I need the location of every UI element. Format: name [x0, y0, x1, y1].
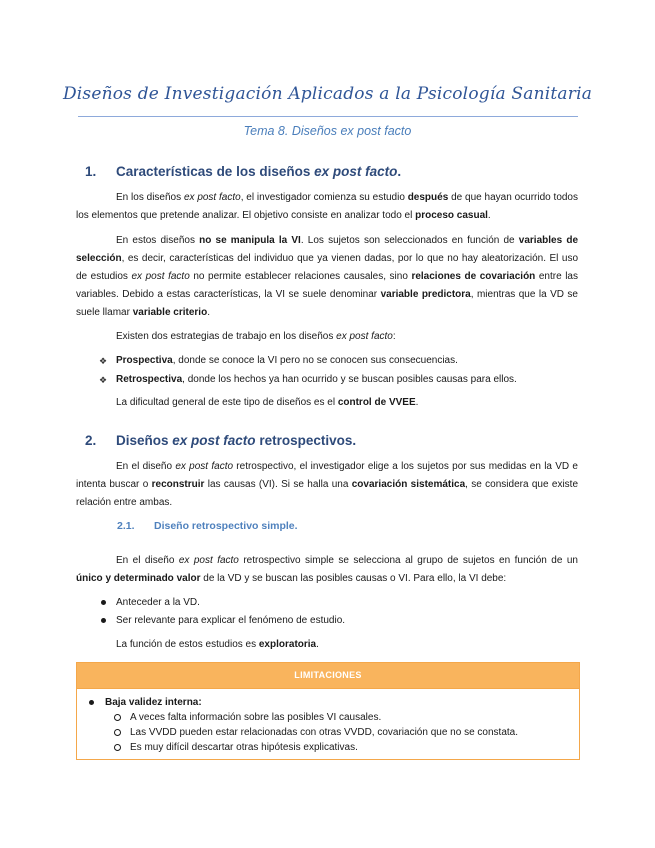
bold-text: proceso casual: [415, 210, 488, 221]
bold-text: variable predictora: [380, 289, 471, 300]
bold-text: Retrospectiva: [116, 374, 183, 385]
text-run: , donde se conoce la VI pero no se conocen sus consecuencias.: [172, 355, 458, 366]
text-run: Existen dos estrategias de trabajo en los diseños: [116, 331, 337, 342]
italic-text: ex post facto: [131, 271, 190, 282]
section-1-heading: [85, 164, 401, 179]
title-divider: [78, 116, 578, 117]
table-divider: [77, 688, 579, 689]
text-run: , donde los hechos ya han ocurrido y se buscan posibles causas para ellos.: [182, 374, 517, 385]
limitation-subitem-text: A veces falta información sobre las posibles VI causales.: [130, 712, 382, 723]
section-title-part: retrospectivos.: [255, 433, 357, 448]
paragraph: [76, 636, 578, 654]
text-run: La dificultad general de este tipo de diseños es el: [116, 397, 338, 408]
text-run: no permite establecer relaciones causales, sino: [189, 271, 412, 282]
italic-text: ex post facto: [175, 461, 234, 472]
text-run: de que hayan ocurrido todos los elementos que pretende analizar. El objetivo consiste en analizar todo el: [76, 192, 578, 221]
text-run: , se considera que existe relación entre ambas.: [76, 479, 579, 508]
bold-text: variables de selección: [76, 235, 579, 264]
bullet-dot-icon: [97, 594, 109, 612]
paragraph: [76, 328, 578, 346]
diamond-bullet-icon: ❖: [98, 375, 108, 385]
paragraph: [76, 552, 578, 588]
text-run: entre las variables. Debido a estas características, la VI se suele denominar: [76, 271, 578, 300]
list-item-text: [116, 352, 458, 370]
bold-text: relaciones de covariación: [411, 271, 536, 282]
paragraph: [76, 394, 578, 412]
text-run: En el diseño: [116, 461, 176, 472]
italic-text: ex post facto: [336, 331, 393, 342]
bold-text: no se manipula la VI: [199, 235, 301, 246]
section-2-heading: [85, 433, 356, 448]
bold-text: Prospectiva: [116, 355, 173, 366]
circle-bullet-icon: [114, 710, 121, 726]
section-title-part: .: [397, 164, 402, 179]
bold-text: reconstruir: [151, 479, 205, 490]
paragraph: [76, 458, 578, 512]
paragraph: [76, 232, 578, 322]
bold-text: exploratoria: [258, 639, 317, 650]
circle-bullet-icon: [114, 740, 121, 756]
bold-text: covariación sistemática: [351, 479, 466, 490]
section-number: 1.: [85, 164, 97, 179]
document-subtitle: Tema 8. Diseños ex post facto: [243, 124, 412, 138]
subsection-title: Diseño retrospectivo simple.: [154, 520, 298, 532]
text-run: .: [207, 307, 210, 318]
bullet-dot-icon: [89, 695, 94, 710]
circle-bullet-icon: [114, 725, 121, 741]
limitation-subitem-text: Es muy difícil descartar otras hipótesis explicativas.: [130, 742, 358, 753]
text-run: . Los sujetos son seleccionados en función de: [300, 235, 519, 246]
subsection-2-1-heading: [117, 520, 298, 532]
section-title-emphasis: ex post facto: [314, 164, 398, 179]
bold-text: variable criterio: [132, 307, 208, 318]
section-number: 2.: [85, 433, 97, 448]
bold-text: después: [407, 192, 449, 203]
text-run: .: [415, 397, 419, 408]
bullet-dot-icon: [97, 612, 109, 630]
text-run: En estos diseños: [116, 235, 200, 246]
italic-text: ex post facto: [183, 192, 241, 203]
section-title-part: Diseños: [116, 433, 173, 448]
limitation-subitem-text: Las VVDD pueden estar relacionadas con otras VVDD, covariación que no se constata.: [130, 727, 518, 738]
list-item-text: Ser relevante para explicar el fenómeno de estudio.: [116, 615, 346, 626]
text-run: retrospectivo simple se selecciona al grupo de sujetos en función de un: [238, 555, 578, 566]
diamond-bullet-icon: ❖: [98, 356, 108, 366]
section-title-part: Características de los diseños: [116, 164, 315, 179]
text-run: .: [487, 210, 491, 221]
text-run: En los diseños: [116, 192, 184, 203]
text-run: retrospectivo, el investigador elige a los sujetos por sus medidas en la VD e intenta buscar o: [76, 461, 578, 490]
paragraph: [76, 189, 578, 225]
list-item-text: [116, 371, 517, 389]
list-item-text: Anteceder a la VD.: [116, 597, 200, 608]
limitations-table: [76, 662, 580, 760]
text-run: .: [316, 639, 319, 650]
text-run: En el diseño: [116, 555, 179, 566]
bold-text: único y determinado valor: [76, 573, 201, 584]
text-run: las causas (VI). Si se halla una: [204, 479, 352, 490]
limitations-header: LIMITACIONES: [77, 663, 579, 688]
document-title: Diseños de Investigación Aplicados a la Psicología Sanitaria: [62, 84, 593, 104]
section-title-emphasis: ex post facto: [172, 433, 256, 448]
text-run: La función de estos estudios es: [116, 639, 259, 650]
text-run: , mientras que la VD se suele llamar: [76, 289, 578, 318]
subsection-number: 2.1.: [117, 520, 135, 532]
text-run: :: [392, 331, 396, 342]
text-run: , el investigador comienza su estudio: [240, 192, 408, 203]
text-run: , es decir, características del individuo que ya vienen dadas, por lo que no hay aleatorización. El uso de estudios: [76, 253, 578, 282]
italic-text: ex post facto: [178, 555, 239, 566]
bold-text: control de VVEE: [337, 397, 416, 408]
text-run: de la VD y se buscan las posibles causas o VI. Para ello, la VI debe:: [200, 573, 507, 584]
limitation-item-text: Baja validez interna:: [105, 697, 202, 708]
